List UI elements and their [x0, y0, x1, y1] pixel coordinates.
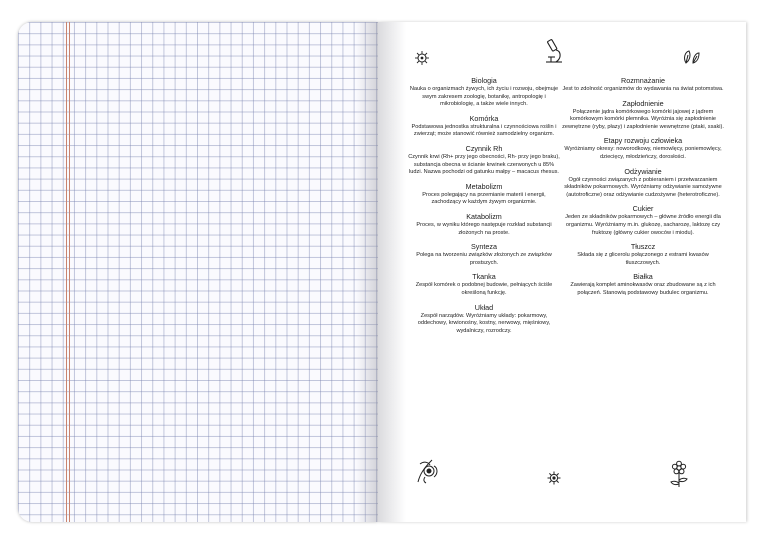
entry-term: Rozmnażanie: [621, 76, 665, 85]
flower-icon: [668, 460, 690, 488]
glossary-entry: [408, 144, 560, 177]
entry-definition: Zespół komórek o podobnej budowie, pełniących ściśle określoną funkcję.: [415, 282, 553, 296]
virus-icon: [414, 50, 430, 66]
entry-definition: Jeden ze składników pokarmowych – główne źródło energii dla organizmu. Wyróżniamy m.in. glukozę, sacharozę, laktozę czy fruktozę (główny cukier owoców i miodu).: [565, 214, 721, 236]
glossary-entry: [560, 272, 726, 297]
glossary-entry: [408, 76, 560, 109]
entry-definition: Zespół narządów. Wyróżniamy układy: pokarmowy, oddechowy, krwionośny, kostny, nerwowy, mięśniowy, wydalniczy, rozrodczy.: [417, 312, 551, 334]
entry-term: Metabolizm: [465, 181, 503, 191]
entry-term: Układ: [474, 302, 494, 312]
glossary-entry: [408, 182, 560, 207]
entry-definition: Ogół czynności związanych z pobieraniem i przetwarzaniem składników pokarmowych. Wyróżniamy odżywianie samożywne (autotroficzne) oraz odżywianie cudzożywne (heterotroficzne).: [564, 176, 722, 198]
glossary-column-left: [408, 76, 560, 340]
margin-line: [69, 22, 70, 522]
entry-definition: Składa się z glicerolu połączonego z estrami kwasów tłuszczowych.: [577, 252, 709, 266]
spine-shadow: [356, 22, 378, 522]
entry-term: Synteza: [471, 242, 497, 252]
glossary-entry: [408, 212, 560, 237]
glossary-entry: [408, 114, 560, 139]
entry-term: Katabolizm: [466, 211, 502, 221]
entry-term: Tkanka: [472, 272, 496, 282]
entry-definition: Zawierają komplet aminokwasów oraz zbudowane są z ich połączeń. Stanowią podstawowy budulec organizmu.: [570, 282, 716, 296]
entry-term: Komórka: [469, 113, 499, 123]
glossary-entry: [560, 167, 726, 200]
entry-definition: Podstawowa jednostka strukturalna i czynnościowa roślin i zwierząt; może stanowić również samodzielny organizm.: [411, 123, 557, 138]
entry-term: Zapłodnienie: [622, 98, 664, 108]
leaves-icon: [682, 48, 700, 66]
glossary-entry: [560, 204, 726, 237]
entry-definition: Czynnik krwi (Rh+ przy jego obecności, Rh- przy jego braku), substancja obecna w ścianie krwinek czerwonych u 85% ludzi. Nazwa pochodzi od gatunku małpy – macacus rhesus.: [408, 153, 560, 176]
glossary-entry: [560, 136, 726, 161]
spine-shadow: [378, 22, 406, 522]
entry-term: Etapy rozwoju człowieka: [603, 136, 683, 146]
glossary-entry: [560, 242, 726, 267]
entry-term: Odżywianie: [624, 166, 662, 176]
glossary-entry: [560, 76, 726, 94]
glossary-entry: [408, 242, 560, 267]
entry-term: Biologia: [471, 76, 497, 85]
entry-definition: Jest to zdolność organizmów do wydawania na świat potomstwa.: [562, 86, 724, 92]
glossary-entry: [408, 272, 560, 297]
entry-definition: Wyróżniamy okresy: noworodkowy, niemowlęcy, poniemowlęcy, dziecięcy, młodzieńczy, dorosłości.: [564, 146, 722, 160]
entry-definition: Polega na tworzeniu związków złożonych ze związków prostszych.: [416, 252, 552, 266]
flower-seed-icon: [414, 456, 440, 484]
microscope-icon: [542, 38, 564, 64]
entry-term: Czynnik Rh: [465, 143, 503, 153]
grid-page: [18, 22, 378, 522]
glossary-entry: [560, 99, 726, 132]
entry-definition: Proces polegający na przemianie materii i energii, zachodzący w każdym żywym organizmie.: [422, 191, 546, 206]
entry-term: Tłuszcz: [630, 242, 656, 252]
margin-line: [66, 22, 67, 522]
entry-definition: Proces, w wyniku którego następuje rozkład substancji złożonych na proste.: [416, 221, 552, 236]
bacterium-icon: [546, 470, 562, 486]
glossary-column-right: [560, 76, 726, 303]
entry-definition: Nauka o organizmach żywych, ich życiu i rozwoju, obejmuje swym zakresem zoologię, botanikę, antropologię i mikrobiologię, a także wiele innych.: [409, 86, 559, 108]
glossary-entry: [408, 303, 560, 336]
glossary-page: [378, 22, 746, 522]
entry-definition: Połączenie jądra komórkowego komórki jajowej z jądrem komórkowym komórki plemnika. Wyróżnia się zapłodnienie zewnętrzne (ryby, płazy) i zapłodnienie wewnętrzne (ptaki, ssaki).: [562, 108, 724, 130]
entry-term: Białka: [633, 272, 653, 282]
entry-term: Cukier: [632, 204, 654, 214]
